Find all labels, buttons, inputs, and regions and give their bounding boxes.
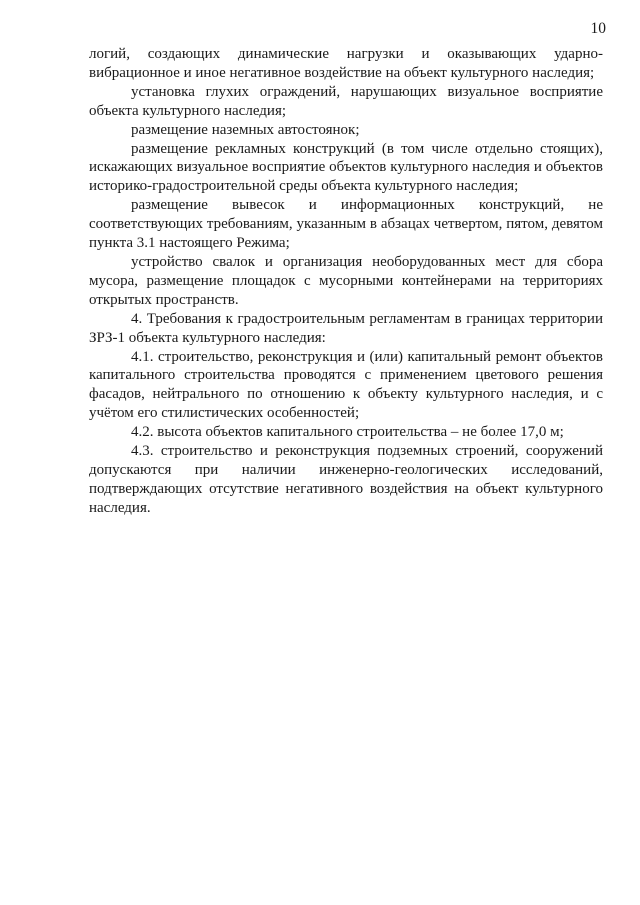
paragraph: размещение вывесок и информационных конструкций, не соответствующих требованиям, указанным в абзацах четвертом, пятом, девятом пункта 3.1 настоящего Режима; [89, 197, 603, 252]
paragraph: размещение наземных автостоянок; [131, 121, 360, 138]
page-number: 10 [590, 20, 606, 37]
paragraph: размещение рекламных конструкций (в том числе отдельно стоящих), искажающих визуальное восприятие объектов культурного наследия и объектов историко-градостроительной среды объекта культурного наследия; [89, 140, 603, 195]
document-body [89, 45, 603, 518]
paragraph: устройство свалок и организация необорудованных мест для сбора мусора, размещение площадок с мусорными контейнерами на территориях открытых пространств. [89, 253, 603, 308]
paragraph: 4.1. строительство, реконструкция и (или) капитальный ремонт объектов капитального строительства проводятся с применением цветового решения фасадов, нейтрального по отношению к объекту культурного наследия, и с учётом его стилистических особенностей; [89, 348, 603, 422]
section-heading: 4. Требования к градостроительным регламентам в границах территории ЗРЗ-1 объекта культурного наследия: [89, 310, 603, 346]
paragraph: логий, создающих динамические нагрузки и оказывающих ударно-вибрационное и иное негативное воздействие на объект культурного наследия; [89, 46, 603, 81]
paragraph: 4.3. строительство и реконструкция подземных строений, сооружений допускаются при наличии инженерно-геологических исследований, подтверждающих отсутствие негативного воздействия на объект культурного наследия. [89, 443, 603, 516]
paragraph: 4.2. высота объектов капитального строительства – не более 17,0 м; [131, 424, 564, 441]
paragraph: установка глухих ограждений, нарушающих визуальное восприятие объекта культурного наследия; [89, 83, 603, 119]
